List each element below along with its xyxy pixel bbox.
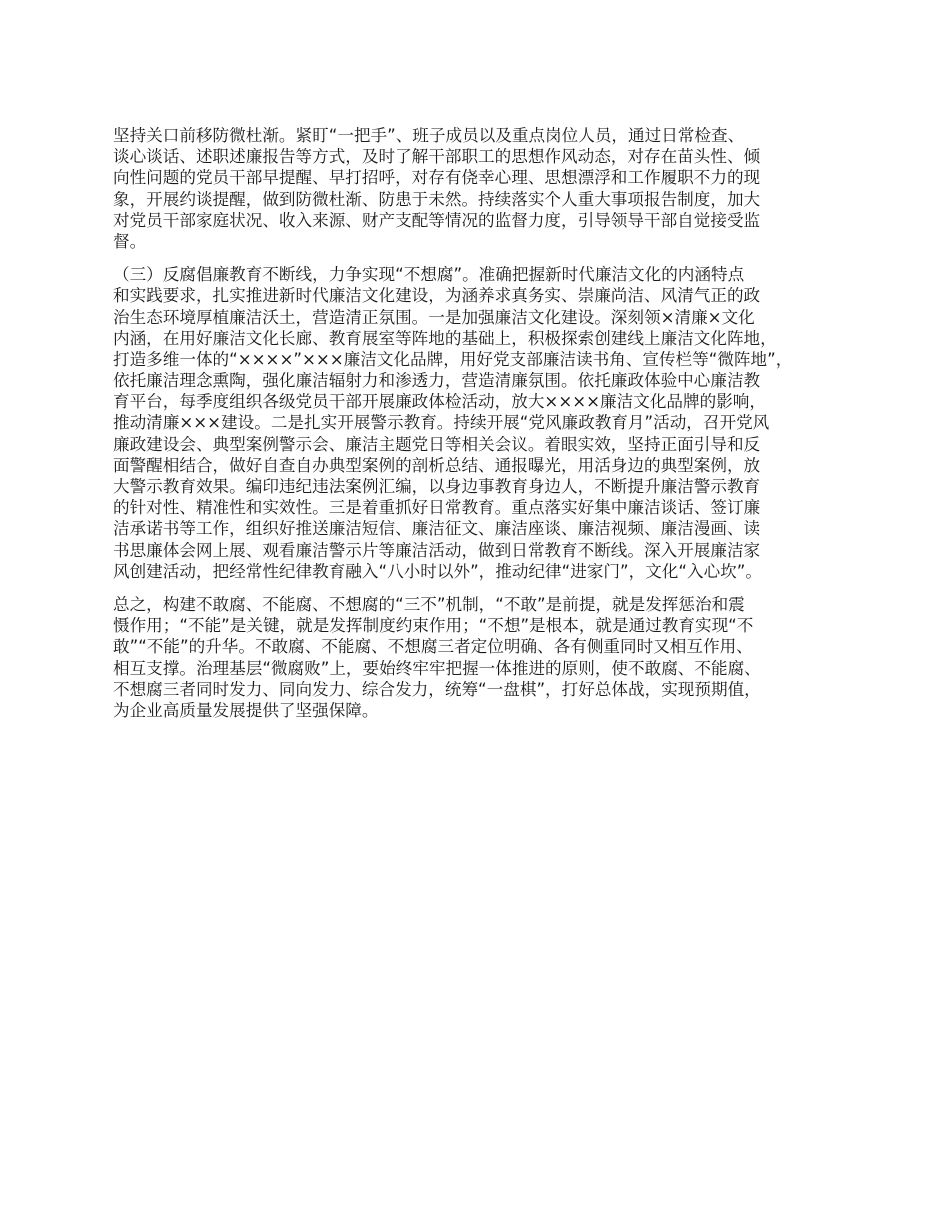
text-line: 慑作用；“不能”是关键，就是发挥制度约束作用；“不想”是根本，就是通过教育实现“不 [113, 616, 754, 636]
text-line: 依托廉洁理念熏陶，强化廉洁辐射力和渗透力，营造清廉氛围。依托廉政体验中心廉洁教 [113, 371, 761, 391]
text-line: 总之，构建不敢腐、不能腐、不想腐的“三不”机制，“不敢”是前提，就是发挥惩治和震 [113, 594, 745, 614]
text-line: 为企业高质量发展提供了坚强保障。 [113, 700, 379, 720]
text-line: 风创建活动，把经常性纪律教育融入“八小时以外”，推动纪律“进家门”，文化“入心坎”。 [113, 561, 762, 581]
text-line: 相互支撑。治理基层“微腐败”上，要始终牢牢把握一体推进的原则，使不敢腐、不能腐、 [113, 658, 761, 678]
text-line: 督。 [113, 231, 147, 251]
text-line: 谈心谈话、述职述廉报告等方式，及时了解干部职工的思想作风动态，对存在苗头性、倾 [113, 147, 761, 167]
document-page [113, 125, 858, 733]
text-line: 不想腐三者同时发力、同向发力、综合发力，统筹“一盘棋”，打好总体战，实现预期值， [113, 679, 761, 699]
text-line: 育平台，每季度组织各级党员干部开展廉政体检活动，放大××××廉洁文化品牌的影响， [113, 392, 766, 412]
text-line: 内涵，在用好廉洁文化长廊、教育展室等阵地的基础上，积极探索创建线上廉洁文化阵地， [113, 328, 777, 348]
text-line: 打造多维一体的“××××”×××廉洁文化品牌，用好党支部廉洁读书角、宣传栏等“微阵地”， [113, 349, 793, 369]
text-line: 敢”“不能”的升华。不敢腐、不能腐、不想腐三者定位明确、各有侧重同时又相互作用、 [113, 637, 753, 657]
text-line: 洁承诺书等工作，组织好推送廉洁短信、廉洁征文、廉洁座谈、廉洁视频、廉洁漫画、读 [113, 519, 761, 539]
text-line: 治生态环境厚植廉洁沃土，营造清正氛围。一是加强廉洁文化建设。深刻领×清廉×文化 [113, 307, 755, 327]
paragraph-1 [113, 125, 858, 252]
text-line: 大警示教育效果。编印违纪违法案例汇编，以身边事教育身边人，不断提升廉洁警示教育 [113, 477, 761, 496]
text-line: 向性问题的党员干部早提醒、早打招呼，对存有侥幸心理、思想漂浮和工作履职不力的现 [113, 168, 761, 188]
text-line: （三）反腐倡廉教育不断线，力争实现“不想腐”。准确把握新时代廉洁文化的内涵特点 [113, 265, 745, 285]
text-line: 坚持关口前移防微杜渐。紧盯“一把手”、班子成员以及重点岗位人员，通过日常检查、 [113, 126, 745, 145]
text-line: 面警醒相结合，做好自查自办典型案例的剖析总结、通报曝光，用活身边的典型案例，放 [113, 455, 761, 475]
text-line: 推动清廉×××建设。二是扎实开展警示教育。持续开展“党风廉政教育月”活动，召开党风 [113, 413, 770, 433]
paragraph-3 [113, 594, 858, 721]
text-line: 象，开展约谈提醒，做到防微杜渐、防患于未然。持续落实个人重大事项报告制度，加大 [113, 189, 761, 209]
text-line: 和实践要求，扎实推进新时代廉洁文化建设，为涵养求真务实、崇廉尚洁、风清气正的政 [113, 286, 761, 306]
text-line: 书思廉体会网上展、观看廉洁警示片等廉洁活动，做到日常教育不断线。深入开展廉洁家 [113, 540, 761, 560]
text-line: 的针对性、精准性和实效性。三是着重抓好日常教育。重点落实好集中廉洁谈话、签订廉 [113, 498, 761, 518]
paragraph-2 [113, 264, 858, 582]
text-line: 对党员干部家庭状况、收入来源、财产支配等情况的监督力度，引导领导干部自觉接受监 [113, 210, 761, 230]
text-line: 廉政建设会、典型案例警示会、廉洁主题党日等相关会议。着眼实效，坚持正面引导和反 [113, 434, 761, 454]
document-body [113, 125, 858, 721]
